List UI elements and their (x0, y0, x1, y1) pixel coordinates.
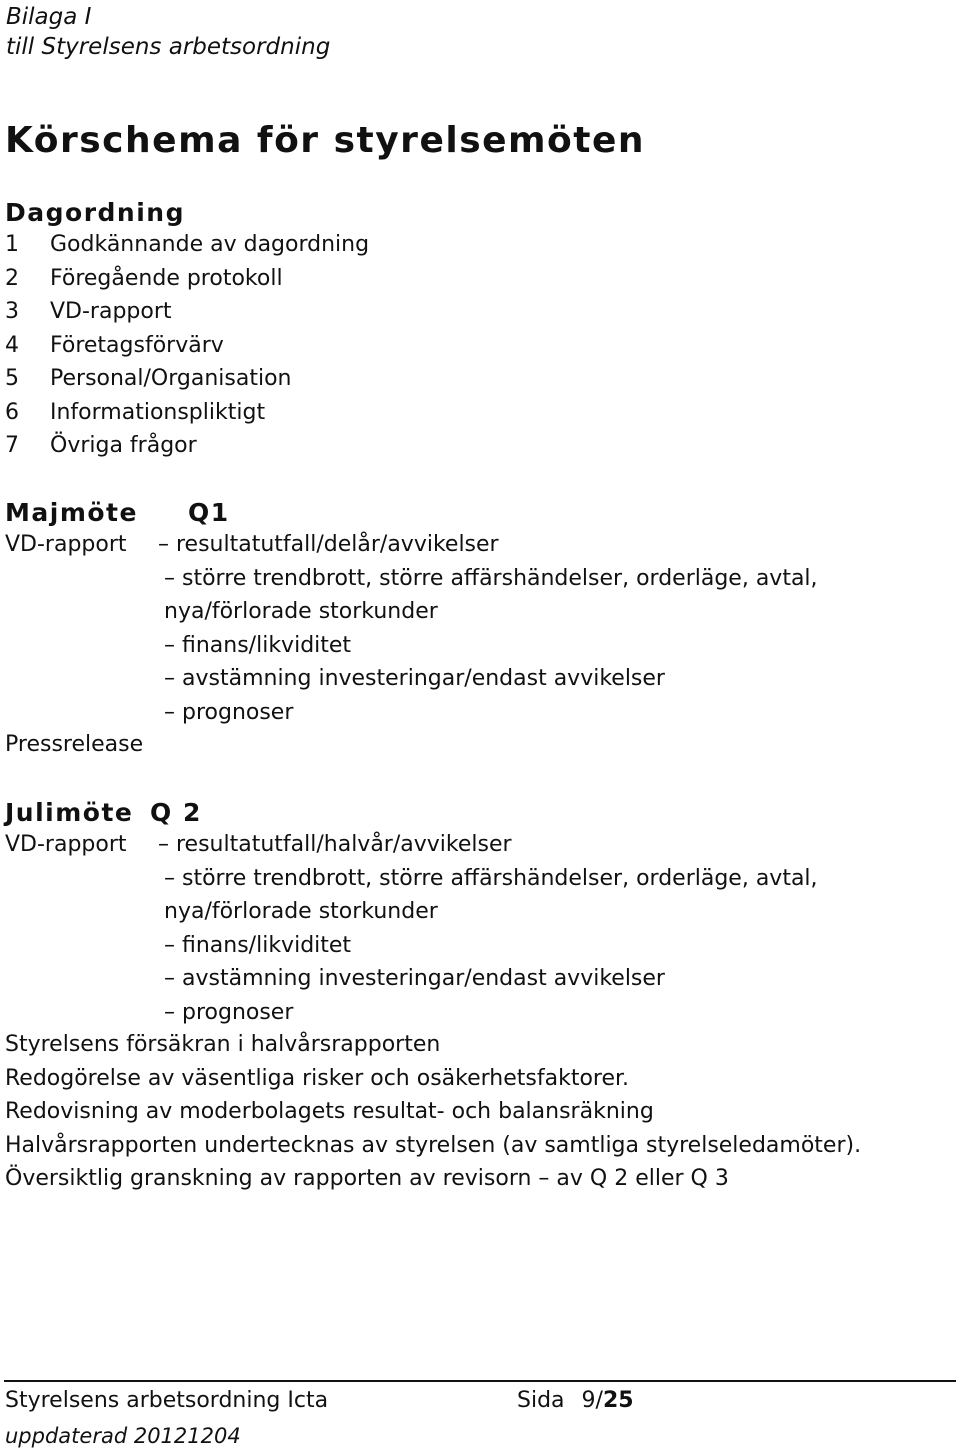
footer-divider (4, 1380, 956, 1382)
header-attachment: Bilaga I (6, 4, 92, 30)
vd-rapport-item: – avstämning investeringar/endast avvikelser (164, 666, 665, 691)
julimote-extra-item: Halvårsrapporten undertecknas av styrelsen (av samtliga styrelseledamöter). (5, 1132, 862, 1158)
section-heading-majmote: Majmöte (5, 498, 138, 527)
agenda-item-text: Övriga frågor (50, 433, 197, 458)
pressrelease-label: Pressrelease (5, 732, 144, 757)
footer-page-number (517, 1390, 634, 1412)
page-title: Körschema för styrelsemöten (5, 120, 646, 161)
agenda-item-number: 1 (5, 232, 19, 257)
footer-document-name: Styrelsens arbetsordning Icta (5, 1388, 329, 1413)
vd-rapport-item: – resultatutfall/halvår/avvikelser (158, 832, 512, 857)
vd-rapport-label: VD-rapport (5, 532, 127, 557)
section-heading-dagordning: Dagordning (5, 198, 185, 227)
vd-rapport-item: – prognoser (164, 699, 294, 725)
agenda-item-text: Föregående protokoll (50, 265, 283, 291)
agenda-item-number: 5 (5, 366, 19, 391)
agenda-item-number: 4 (5, 332, 19, 358)
page-current: 9 (581, 1388, 596, 1413)
vd-rapport-item: – större trendbrott, större affärshändelser, orderläge, avtal, (164, 865, 818, 891)
vd-rapport-item: nya/förlorade storkunder (164, 899, 438, 924)
quarter-label-q1: Q1 (188, 498, 230, 527)
agenda-item-text: Personal/Organisation (50, 366, 292, 391)
vd-rapport-item: – resultatutfall/delår/avvikelser (158, 532, 499, 557)
julimote-extra-item: Redogörelse av väsentliga risker och osäkerhetsfaktorer. (5, 1065, 630, 1091)
vd-rapport-label: VD-rapport (5, 832, 127, 857)
quarter-label-q2: Q 2 (150, 798, 202, 827)
page-label: Sida (517, 1388, 565, 1413)
section-heading-julimote: Julimöte (5, 798, 134, 827)
julimote-extra-item: Översiktlig granskning av rapporten av revisorn – av Q 2 eller Q 3 (5, 1166, 729, 1191)
julimote-extra-item: Styrelsens försäkran i halvårsrapporten (5, 1032, 441, 1057)
agenda-item-number: 3 (5, 299, 19, 324)
page-separator: / (595, 1388, 603, 1413)
vd-rapport-item: nya/förlorade storkunder (164, 599, 438, 624)
vd-rapport-item: – större trendbrott, större affärshändelser, orderläge, avtal, (164, 565, 818, 591)
agenda-item-text: VD-rapport (50, 299, 172, 324)
agenda-item-number: 2 (5, 265, 19, 291)
page-total: 25 (602, 1388, 634, 1413)
vd-rapport-item: – finans/likviditet (164, 632, 352, 658)
agenda-item-text: Företagsförvärv (50, 332, 224, 358)
agenda-item-number: 7 (5, 433, 19, 458)
footer-updated: uppdaterad 20121204 (5, 1424, 241, 1448)
julimote-extra-item: Redovisning av moderbolagets resultat- och balansräkning (5, 1099, 654, 1124)
vd-rapport-item: – avstämning investeringar/endast avvikelser (164, 966, 665, 991)
agenda-item-text: Godkännande av dagordning (50, 232, 370, 257)
header-subtitle: till Styrelsens arbetsordning (6, 34, 331, 60)
agenda-item-number: 6 (5, 399, 19, 425)
vd-rapport-item: – prognoser (164, 999, 294, 1025)
agenda-item-text: Informationspliktigt (50, 399, 266, 425)
vd-rapport-item: – finans/likviditet (164, 932, 352, 958)
